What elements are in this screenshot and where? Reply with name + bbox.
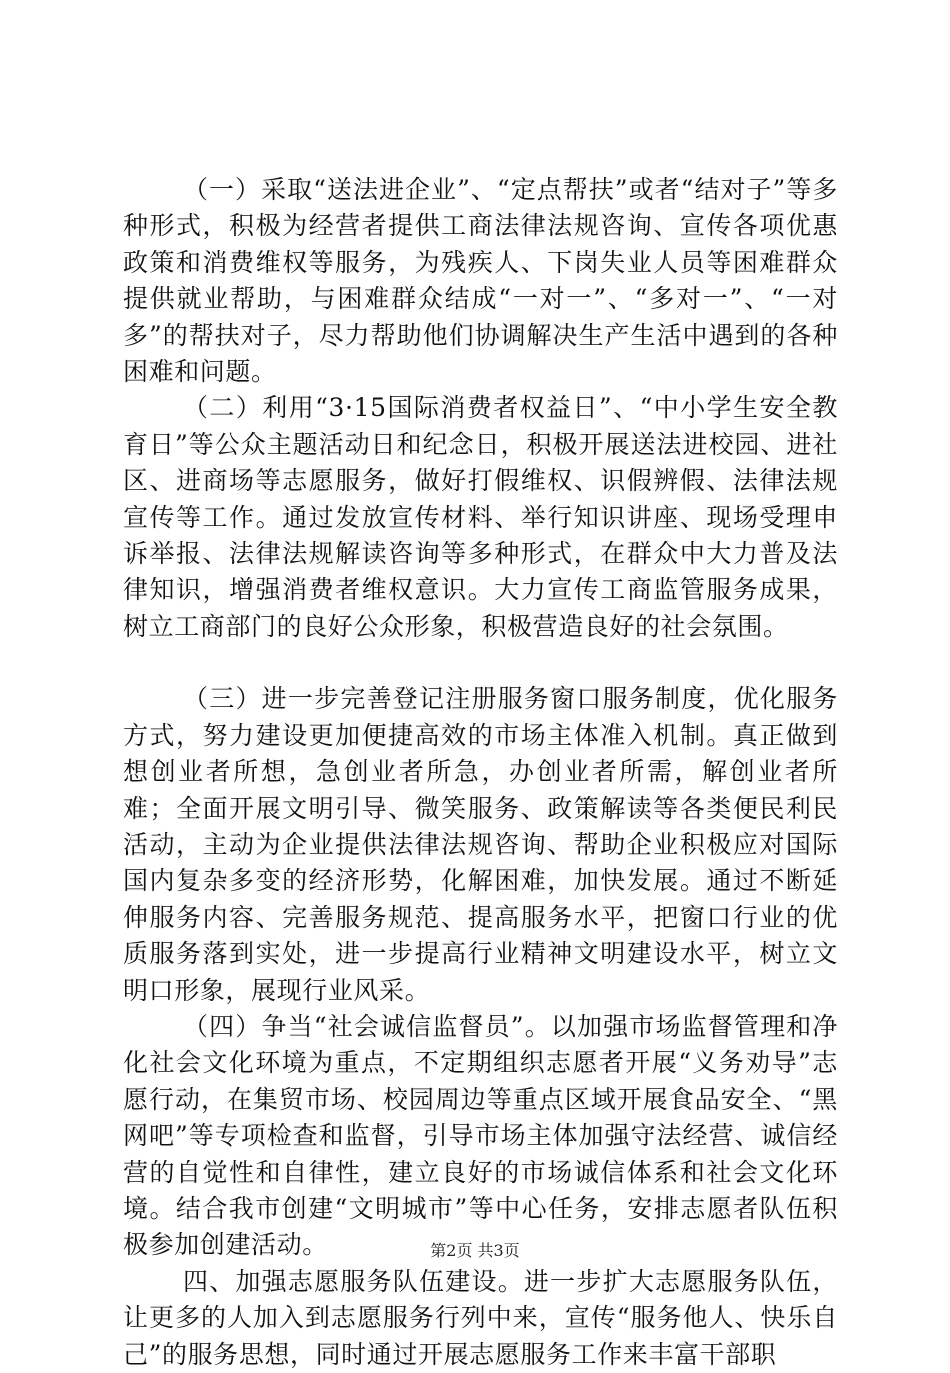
paragraph-1: （一）采取“送法进企业”、“定点帮扶”或者“结对子”等多种形式，积极为经营者提供工商法律法规咨询、宣传各项优惠政策和消费维权等服务，为残疾人、下岗失业人员等困难群众提供就业帮助，与困难群众结成“一对一”、“多对一”、“一对多”的帮扶对子，尽力帮助他们协调解决生产生活中遇到的各种困难和问题。 — [123, 175, 838, 387]
document-body — [123, 172, 838, 1373]
paragraph-2: （二）利用“3·15国际消费者权益日”、“中小学生安全教育日”等公众主题活动日和纪念日，积极开展送法进校园、进社区、进商场等志愿服务，做好打假维权、识假辨假、法律法规宣传等工作。通过发放宣传材料、举行知识讲座、现场受理申诉举报、法律法规解读咨询等多种形式，在群众中大力普及法律知识，增强消费者维权意识。大力宣传工商监管服务成果，树立工商部门的良好公众形象，积极营造良好的社会氛围。 — [123, 393, 838, 641]
page-footer: 第2页 共3页 — [430, 1241, 520, 1260]
paragraph-3: （三）进一步完善登记注册服务窗口服务制度，优化服务方式，努力建设更加便捷高效的市场主体准入机制。真正做到想创业者所想，急创业者所急，办创业者所需，解创业者所难；全面开展文明引导、微笑服务、政策解读等各类便民利民活动，主动为企业提供法律法规咨询、帮助企业积极应对国际国内复杂多变的经济形势，化解困难，加快发展。通过不断延伸服务内容、完善服务规范、提高服务水平，把窗口行业的优质服务落到实处，进一步提高行业精神文明建设水平，树立文明口形象，展现行业风采。 — [123, 684, 838, 1005]
paragraph-5: 四、加强志愿服务队伍建设。进一步扩大志愿服务队伍，让更多的人加入到志愿服务行列中来，宣传“服务他人、快乐自己”的服务思想，同时通过开展志愿服务工作来丰富干部职 — [123, 1266, 838, 1369]
paragraph-4: （四）争当“社会诚信监督员”。以加强市场监督管理和净化社会文化环境为重点，不定期组织志愿者开展“义务劝导”志愿行动，在集贸市场、校园周边等重点区域开展食品安全、“黑网吧”等专项检查和监督，引导市场主体加强守法经营、诚信经营的自觉性和自律性，建立良好的市场诚信体系和社会文化环境。结合我市创建“文明城市”等中心任务，安排志愿者队伍积极参加创建活动。 — [123, 1011, 838, 1260]
